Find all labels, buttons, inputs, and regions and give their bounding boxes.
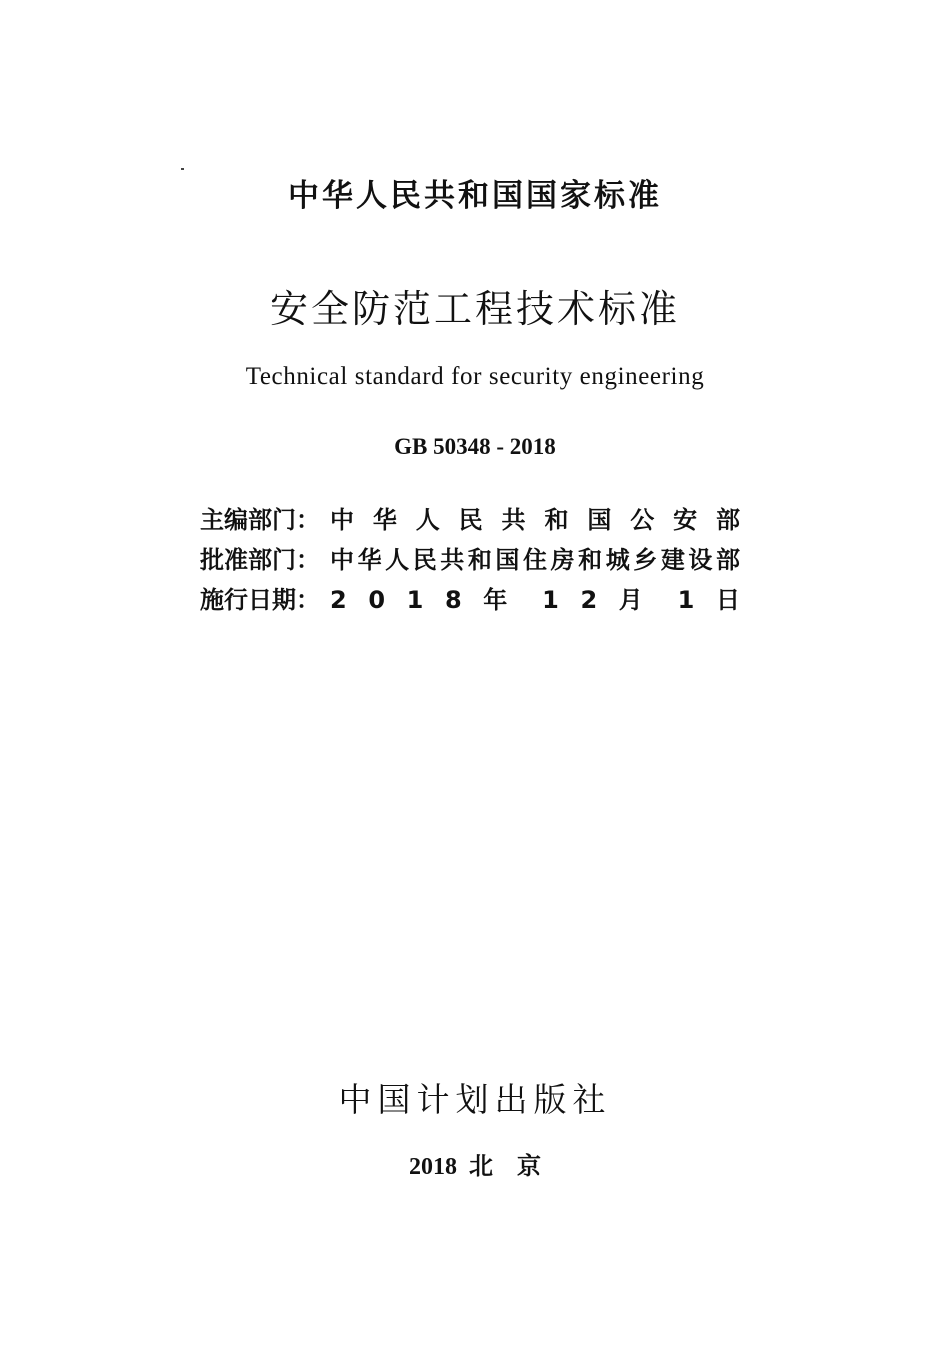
effective-date-label: 施行日期： [200,586,320,614]
info-block [200,500,740,620]
info-row-editor [200,500,740,540]
effective-date-value: 2 0 1 8 年 1 2 月 1 日 [330,586,740,614]
standard-code: GB 50348 - 2018 [394,434,556,459]
english-title: Technical standard for security engineering [245,363,705,390]
editor-label: 主编部门： [200,506,320,534]
main-title: 安全防范工程技术标准 [269,287,680,331]
approver-label: 批准部门： [200,546,320,574]
info-row-approver [200,540,740,580]
editor-value: 中 华 人 民 共 和 国 公 安 部 [330,506,740,534]
publisher: 中国计划出版社 [338,1080,612,1119]
approver-value: 中华人民共和国住房和城乡建设部 [330,546,740,574]
info-row-effective-date [200,580,740,620]
imprint: 2018 北 京 [409,1154,541,1180]
series-title: 中华人民共和国国家标准 [288,178,662,214]
